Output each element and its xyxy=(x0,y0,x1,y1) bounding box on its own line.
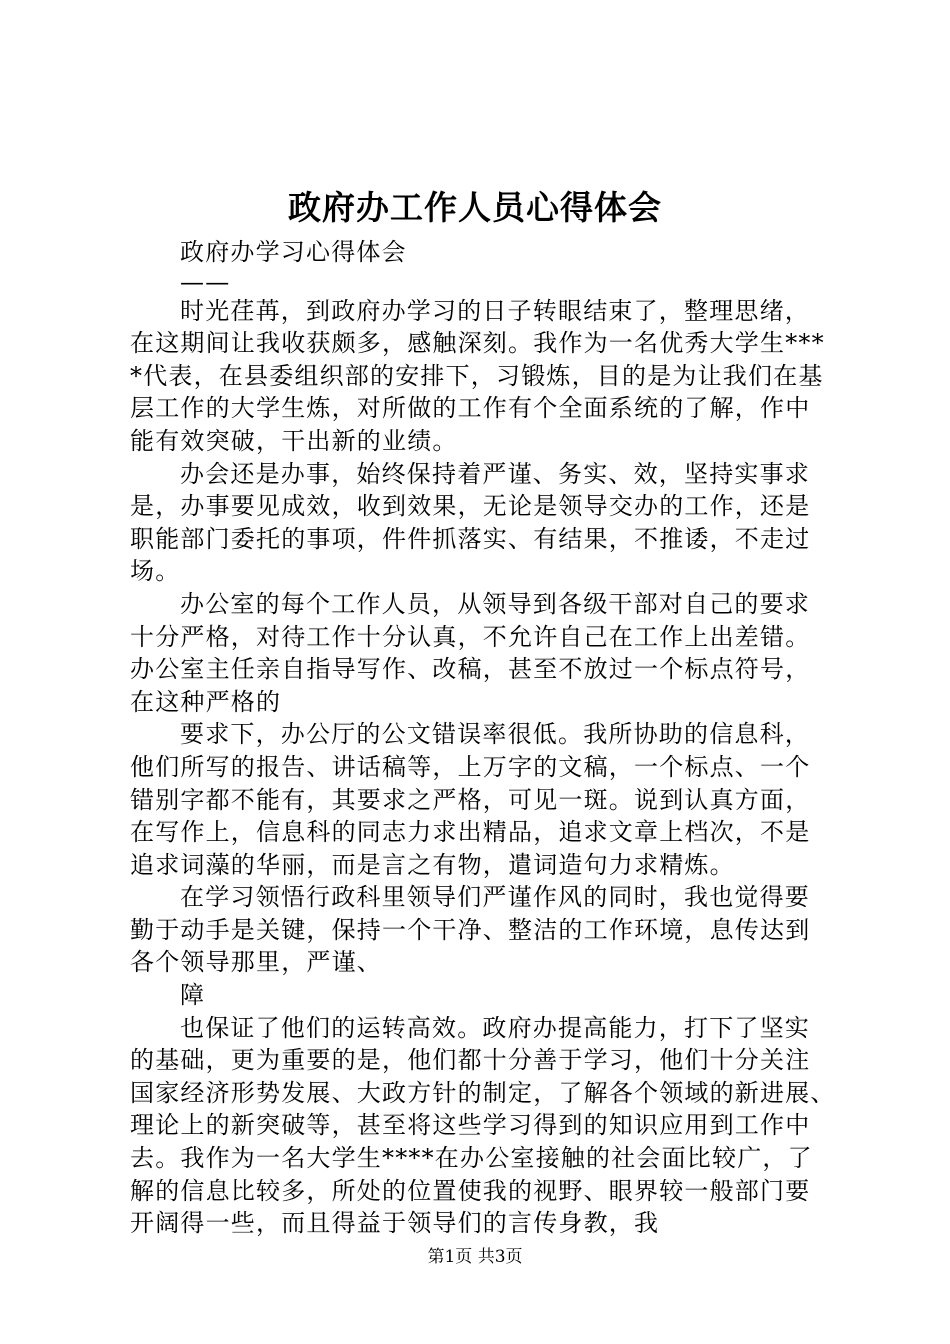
body-line: 在这种严格的 xyxy=(130,687,282,716)
body-line: 国家经济形势发展、大政方针的制定，了解各个领域的新进展、 xyxy=(130,1078,836,1107)
body-line: 办会还是办事，始终保持着严谨、务实、效，坚持实事求 xyxy=(180,459,810,488)
body-line: 在写作上，信息科的同志力求出精品，追求文章上档次，不是 xyxy=(130,818,811,847)
page-footer: 第1页 共3页 xyxy=(427,1247,523,1267)
subtitle: 政府办学习心得体会 xyxy=(180,238,407,266)
body-line: 在学习领悟行政科里领导们严谨作风的同时，我也觉得要 xyxy=(180,883,810,912)
body-line: 办公室的每个工作人员，从领导到各级干部对自己的要求 xyxy=(180,589,810,618)
body-line: 各个领导那里，严谨、 xyxy=(130,948,382,977)
body-line: 开阔得一些，而且得益于领导们的言传身教，我 xyxy=(130,1209,660,1238)
document-title: 政府办工作人员心得体会 xyxy=(288,188,662,227)
body-line: 追求词藻的华丽，而是言之有物，遣词造句力求精炼。 xyxy=(130,850,735,879)
body-line: 办公室主任亲自指导写作、改稿，甚至不放过一个标点符号， xyxy=(130,655,811,684)
body-line: 在这期间让我收获颇多，感触深刻。我作为一名优秀大学生*** xyxy=(130,329,825,358)
body-line: 层工作的大学生炼，对所做的工作有个全面系统的了解，作中 xyxy=(130,394,811,423)
body-line: 也保证了他们的运转高效。政府办提高能力，打下了坚实 xyxy=(180,1013,810,1042)
body-line: 他们所写的报告、讲话稿等，上万字的文稿，一个标点、一个 xyxy=(130,752,811,781)
body-line: 场。 xyxy=(130,557,181,586)
body-line: 要求下，办公厅的公文错误率很低。我所协助的信息科， xyxy=(180,720,810,749)
subtitle-dash: —— xyxy=(180,267,231,296)
body-line: 勤于动手是关键，保持一个干净、整洁的工作环境，息传达到 xyxy=(130,915,811,944)
body-line: 障 xyxy=(180,981,206,1010)
body-line: 时光荏苒，到政府办学习的日子转眼结束了，整理思绪， xyxy=(180,296,810,325)
document-body xyxy=(130,236,842,1240)
body-line: 理论上的新突破等，甚至将这些学习得到的知识应用到工作中 xyxy=(130,1111,811,1140)
body-line: 错别字都不能有，其要求之严格，可见一斑。说到认真方面， xyxy=(130,785,811,814)
body-line: 是，办事要见成效，收到效果，无论是领导交办的工作，还是 xyxy=(130,492,811,521)
body-line: 解的信息比较多，所处的位置使我的视野、眼界较一般部门要 xyxy=(130,1176,811,1205)
body-line: 去。我作为一名大学生****在办公室接触的社会面比较广，了 xyxy=(130,1144,813,1173)
body-line: 职能部门委托的事项，件件抓落实、有结果，不推诿，不走过 xyxy=(130,524,811,553)
body-line: 十分严格，对待工作十分认真，不允许自己在工作上出差错。 xyxy=(130,622,811,651)
body-line: *代表，在县委组织部的安排下，习锻炼，目的是为让我们在基 xyxy=(130,361,824,390)
body-line: 的基础，更为重要的是，他们都十分善于学习，他们十分关注 xyxy=(130,1046,811,1075)
body-line: 能有效突破，干出新的业绩。 xyxy=(130,426,458,455)
